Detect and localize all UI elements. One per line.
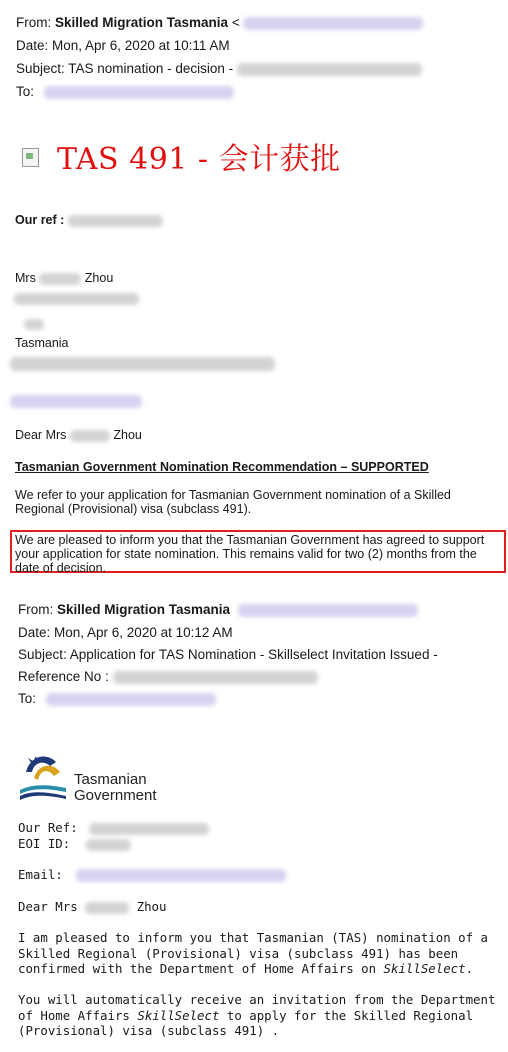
letter-heading: Tasmanian Government Nomination Recommendation – SUPPORTED [15, 460, 429, 474]
from-sender-2: Skilled Migration Tasmania [57, 602, 231, 617]
to-label: To: [16, 84, 35, 99]
redacted-address-1 [14, 290, 139, 308]
dear-prefix: Dear Mrs [15, 428, 67, 442]
email-line [18, 867, 286, 883]
eoi-line [18, 836, 131, 852]
to-label-2: To: [18, 691, 37, 706]
from-label: From: [16, 15, 52, 30]
email2-to-line [18, 687, 216, 710]
letter2-para-2-end: to apply for the Skilled Regional (Provisional) visa (subclass 491) . [18, 1007, 474, 1038]
redacted-reference [113, 671, 318, 684]
watermark [150, 49, 413, 455]
redacted-address-4 [10, 393, 142, 411]
letter2-para-1-text: I am pleased to inform you that Tasmanian (TAS) nomination of a Skilled Regional (Provisional) visa (subclass 491) has been confirmed with the Department of Home Affairs on [18, 930, 488, 976]
dear-surname: Zhou [113, 428, 142, 442]
tasmanian-government-logo [16, 750, 176, 806]
redacted-eoi [86, 839, 131, 851]
redacted-address-3 [10, 355, 275, 373]
reference-label: Reference No : [18, 669, 109, 684]
eoi-label: EOI ID: [18, 836, 71, 851]
email2-date: Date: Mon, Apr 6, 2020 at 10:12 AM [18, 625, 233, 640]
recipient-name-line [15, 271, 495, 285]
redacted-subject [237, 63, 422, 76]
dear-prefix-2: Dear Mrs [18, 899, 78, 914]
skillselect-term-2: SkillSelect [137, 1007, 220, 1023]
redacted-ref [68, 215, 163, 227]
letter2-para-1-end: . [465, 961, 474, 976]
tiger-emblem-icon [16, 750, 72, 806]
page-title [22, 134, 341, 178]
email2-reference-line [18, 665, 318, 688]
email1-from-line [16, 11, 423, 34]
letter-para-2: We are pleased to inform you that the Tasmanian Government has agreed to support your application for state nomination. This remains valid for two (2) months from the date of decision. [15, 533, 485, 575]
redacted-email [243, 17, 423, 30]
email1-subject-line [16, 57, 422, 80]
email2-subject: Subject: Application for TAS Nomination - Skillselect Invitation Issued - [18, 647, 438, 662]
email1-date: Date: Mon, Apr 6, 2020 at 10:11 AM [16, 38, 230, 53]
redacted-given-name [39, 273, 81, 285]
redacted-ref-2 [89, 823, 209, 835]
logo-line-1: Tasmanian [74, 771, 147, 788]
dear-line [15, 428, 495, 442]
title-text: TAS 491 - 会计获批 [57, 142, 341, 177]
letter2-para-2-text: You will automatically receive an invitation from the Department of Home Affairs [18, 992, 496, 1023]
letter2-para-2 [18, 992, 498, 1039]
broken-image-icon [22, 148, 39, 167]
redacted-recipient-2 [46, 693, 216, 706]
from-sender: Skilled Migration Tasmania [55, 15, 229, 30]
redacted-given-name-3 [85, 902, 129, 914]
our-ref-line [15, 213, 495, 227]
from-label-2: From: [18, 602, 54, 617]
redacted-email-2 [238, 604, 418, 617]
dear-line-2 [18, 899, 166, 915]
our-ref-line-2 [18, 820, 209, 836]
skillselect-term: SkillSelect [383, 961, 466, 976]
email2-from-line [18, 598, 418, 621]
our-ref-label: Our ref : [15, 213, 65, 227]
recipient-title: Mrs [15, 271, 36, 285]
redacted-email-address [76, 869, 286, 882]
letter-para-1: We refer to your application for Tasmanian Government nomination of a Skilled Regional (Provisional) visa (subclass 491). [15, 488, 451, 516]
letter2-para-1 [18, 930, 498, 977]
dear-surname-2: Zhou [136, 899, 167, 914]
email-label: Email: [18, 867, 63, 882]
email1-subject: Subject: TAS nomination - decision - [16, 61, 234, 76]
recipient-surname: Zhou [84, 271, 114, 285]
our-ref-label-2: Our Ref: [18, 820, 78, 835]
logo-line-2: Government [74, 787, 157, 804]
redacted-address-2 [24, 316, 44, 334]
email1-to-line [16, 80, 234, 103]
from-bracket: < [231, 15, 240, 30]
recipient-state: Tasmania [15, 336, 69, 350]
redacted-given-name-2 [70, 430, 110, 442]
redacted-recipient [44, 86, 234, 99]
